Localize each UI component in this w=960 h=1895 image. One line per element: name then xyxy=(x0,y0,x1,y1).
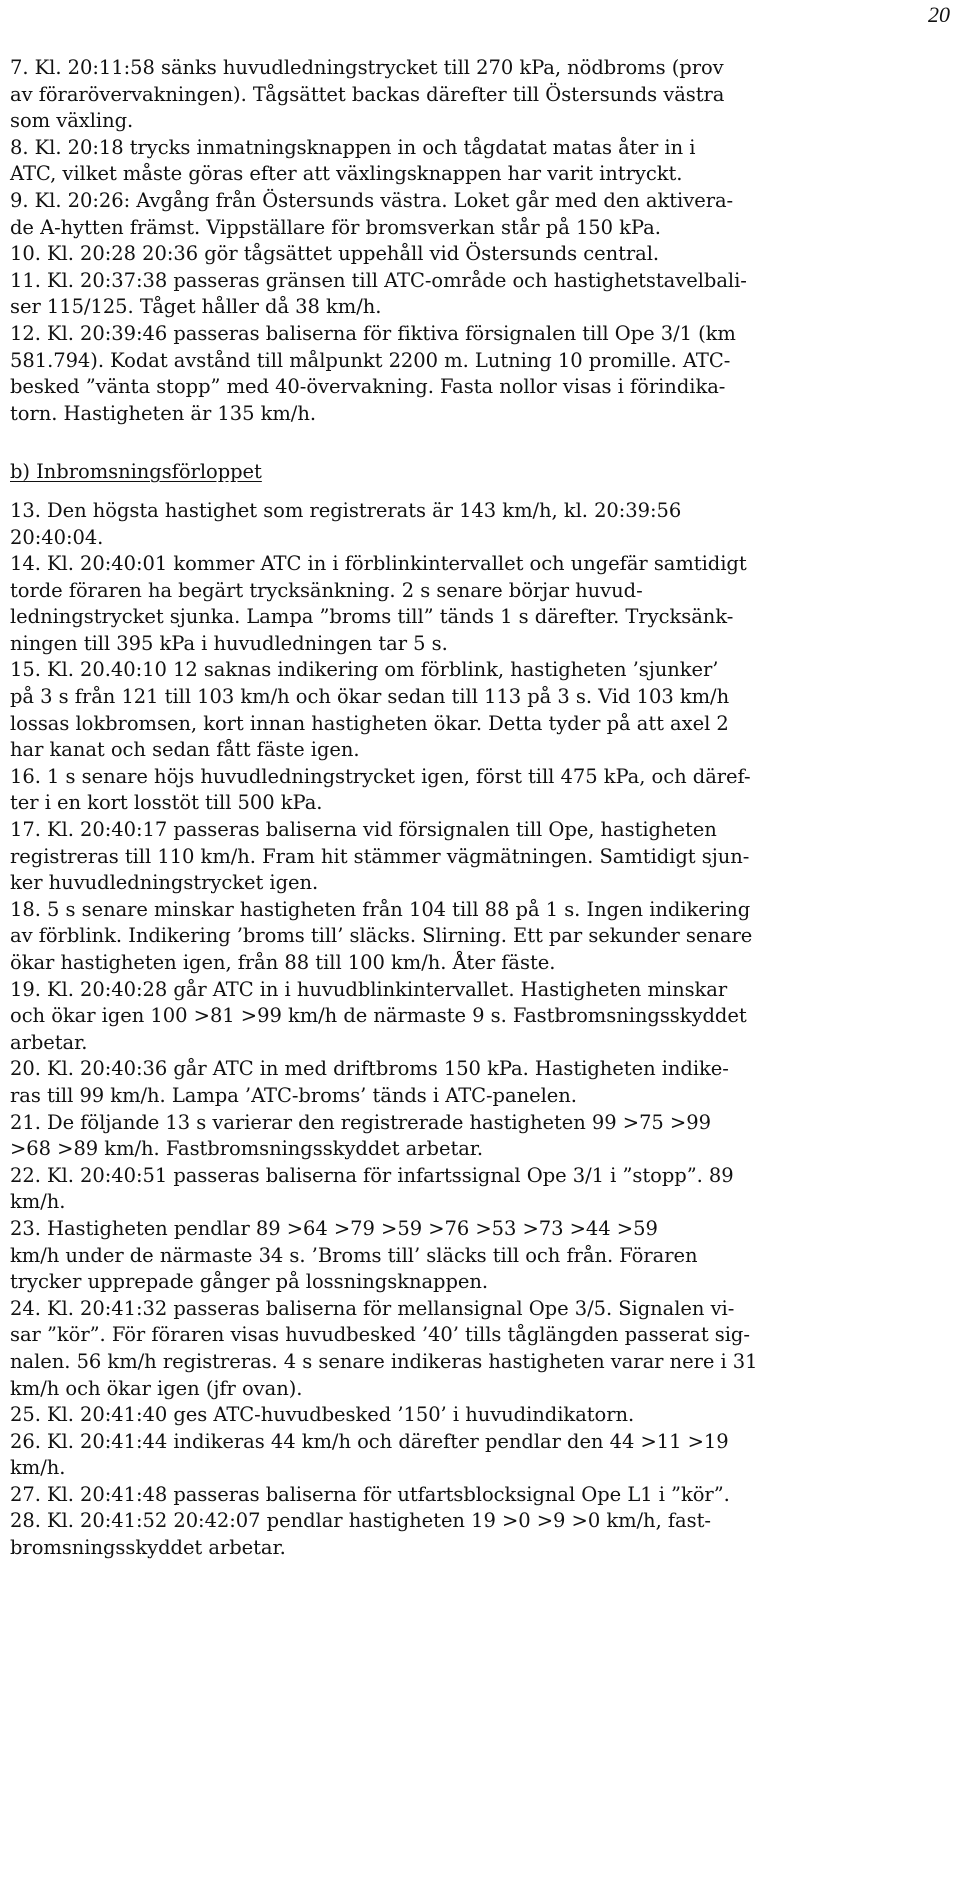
document-body xyxy=(10,55,950,1562)
section-b-heading: b) Inbromsningsförloppet xyxy=(10,460,262,484)
paragraph-11: 11. Kl. 20:37:38 passeras gränsen till ATC-område och hastighetstavelbali- ser 115/125. Tåget håller då 38 km/h. xyxy=(10,268,747,319)
paragraph-17: 17. Kl. 20:40:17 passeras baliserna vid försignalen till Ope, hastigheten registreras till 110 km/h. Fram hit stämmer vägmätningen. Samtidigt sjun- ker huvudledningstrycket igen. xyxy=(10,818,750,895)
paragraph-20: 20. Kl. 20:40:36 går ATC in med driftbroms 150 kPa. Hastigheten indike- ras till 99 km/h. Lampa ’ATC-broms’ tänds i ATC-panelen. xyxy=(10,1057,729,1107)
paragraph-24: 24. Kl. 20:41:32 passeras baliserna för mellansignal Ope 3/5. Signalen vi- sar ”kör”. För föraren visas huvudbesked ’40’ tills tåglängden passerat sig- nalen. 56 km/h registreras. 4 s senare indikeras hastigheten varar nere i 31 km/h och ökar igen (jfr ovan). xyxy=(10,1296,758,1400)
paragraph-10: 10. Kl. 20:28 20:36 gör tågsättet uppehåll vid Östersunds central. xyxy=(10,242,660,266)
paragraph-8: 8. Kl. 20:18 trycks inmatningsknappen in och tågdatat matas åter in i ATC, vilket måste göras efter att växlingsknappen har varit intryckt. xyxy=(10,135,696,186)
paragraph-13: 13. Den högsta hastighet som registrerats är 143 km/h, kl. 20:39:56 20:40:04. xyxy=(10,498,682,549)
paragraph-9: 9. Kl. 20:26: Avgång från Östersunds västra. Loket går med den aktivera- de A-hytten främst. Vippställare för bromsverkan står på 150 kPa. xyxy=(10,188,734,239)
paragraph-28: 28. Kl. 20:41:52 20:42:07 pendlar hastigheten 19 >0 >9 >0 km/h, fast- bromsningsskyddet arbetar. xyxy=(10,1509,711,1560)
paragraph-12: 12. Kl. 20:39:46 passeras baliserna för fiktiva försignalen till Ope 3/1 (km 581.794). Kodat avstånd till målpunkt 2200 m. Lutning 10 promille. ATC- besked ”vänta stopp” med 40-övervakning. Fasta nollor visas i förindika- torn. Hastigheten är 135 km/h. xyxy=(10,321,736,425)
paragraph-21: 21. De följande 13 s varierar den registrerade hastigheten 99 >75 >99 >68 >89 km/h. Fastbromsningsskyddet arbetar. xyxy=(10,1110,711,1161)
paragraph-18: 18. 5 s senare minskar hastigheten från 104 till 88 på 1 s. Ingen indikering av förblink. Indikering ’broms till’ släcks. Slirning. Ett par sekunder senare ökar hastigheten igen, från 88 till 100 km/h. Åter fäste. xyxy=(10,897,753,974)
paragraph-25: 25. Kl. 20:41:40 ges ATC-huvudbesked ’150’ i huvudindikatorn. xyxy=(10,1403,635,1427)
paragraph-19: 19. Kl. 20:40:28 går ATC in i huvudblinkintervallet. Hastigheten minskar och ökar igen 100 >81 >99 km/h de närmaste 9 s. Fastbromsningsskyddet arbetar. xyxy=(10,977,747,1054)
paragraph-16: 16. 1 s senare höjs huvudledningstrycket igen, först till 475 kPa, och däref- ter i en kort losstöt till 500 kPa. xyxy=(10,764,751,815)
paragraph-22: 22. Kl. 20:40:51 passeras baliserna för infartssignal Ope 3/1 i ”stopp”. 89 km/h. xyxy=(10,1163,734,1214)
paragraph-23: 23. Hastigheten pendlar 89 >64 >79 >59 >76 >53 >73 >44 >59 km/h under de närmaste 34 s. ’Broms till’ släcks till och från. Föraren trycker upprepade gånger på lossningsknappen. xyxy=(10,1216,698,1294)
page-number: 20 xyxy=(928,2,950,27)
paragraph-7: 7. Kl. 20:11:58 sänks huvudledningstrycket till 270 kPa, nödbroms (prov av förarövervakningen). Tågsättet backas därefter till Östersunds västra som växling. xyxy=(10,56,725,133)
paragraph-15: 15. Kl. 20.40:10 12 saknas indikering om förblink, hastigheten ’sjunker’ på 3 s från 121 till 103 km/h och ökar sedan till 113 på 3 s. Vid 103 km/h lossas lokbromsen, kort innan hastigheten ökar. Detta tyder på att axel 2 har kanat och sedan fått fäste igen. xyxy=(10,658,730,762)
paragraph-26: 26. Kl. 20:41:44 indikeras 44 km/h och därefter pendlar den 44 >11 >19 km/h. xyxy=(10,1429,729,1480)
paragraph-27: 27. Kl. 20:41:48 passeras baliserna för utfartsblocksignal Ope L1 i ”kör”. xyxy=(10,1482,730,1506)
paragraph-14: 14. Kl. 20:40:01 kommer ATC in i förblinkintervallet och ungefär samtidigt torde föraren ha begärt trycksänkning. 2 s senare börjar huvud- ledningstrycket sjunka. Lampa ”broms till” tänds 1 s därefter. Trycksänk- ningen till 395 kPa i huvudledningen tar 5 s. xyxy=(10,552,747,655)
